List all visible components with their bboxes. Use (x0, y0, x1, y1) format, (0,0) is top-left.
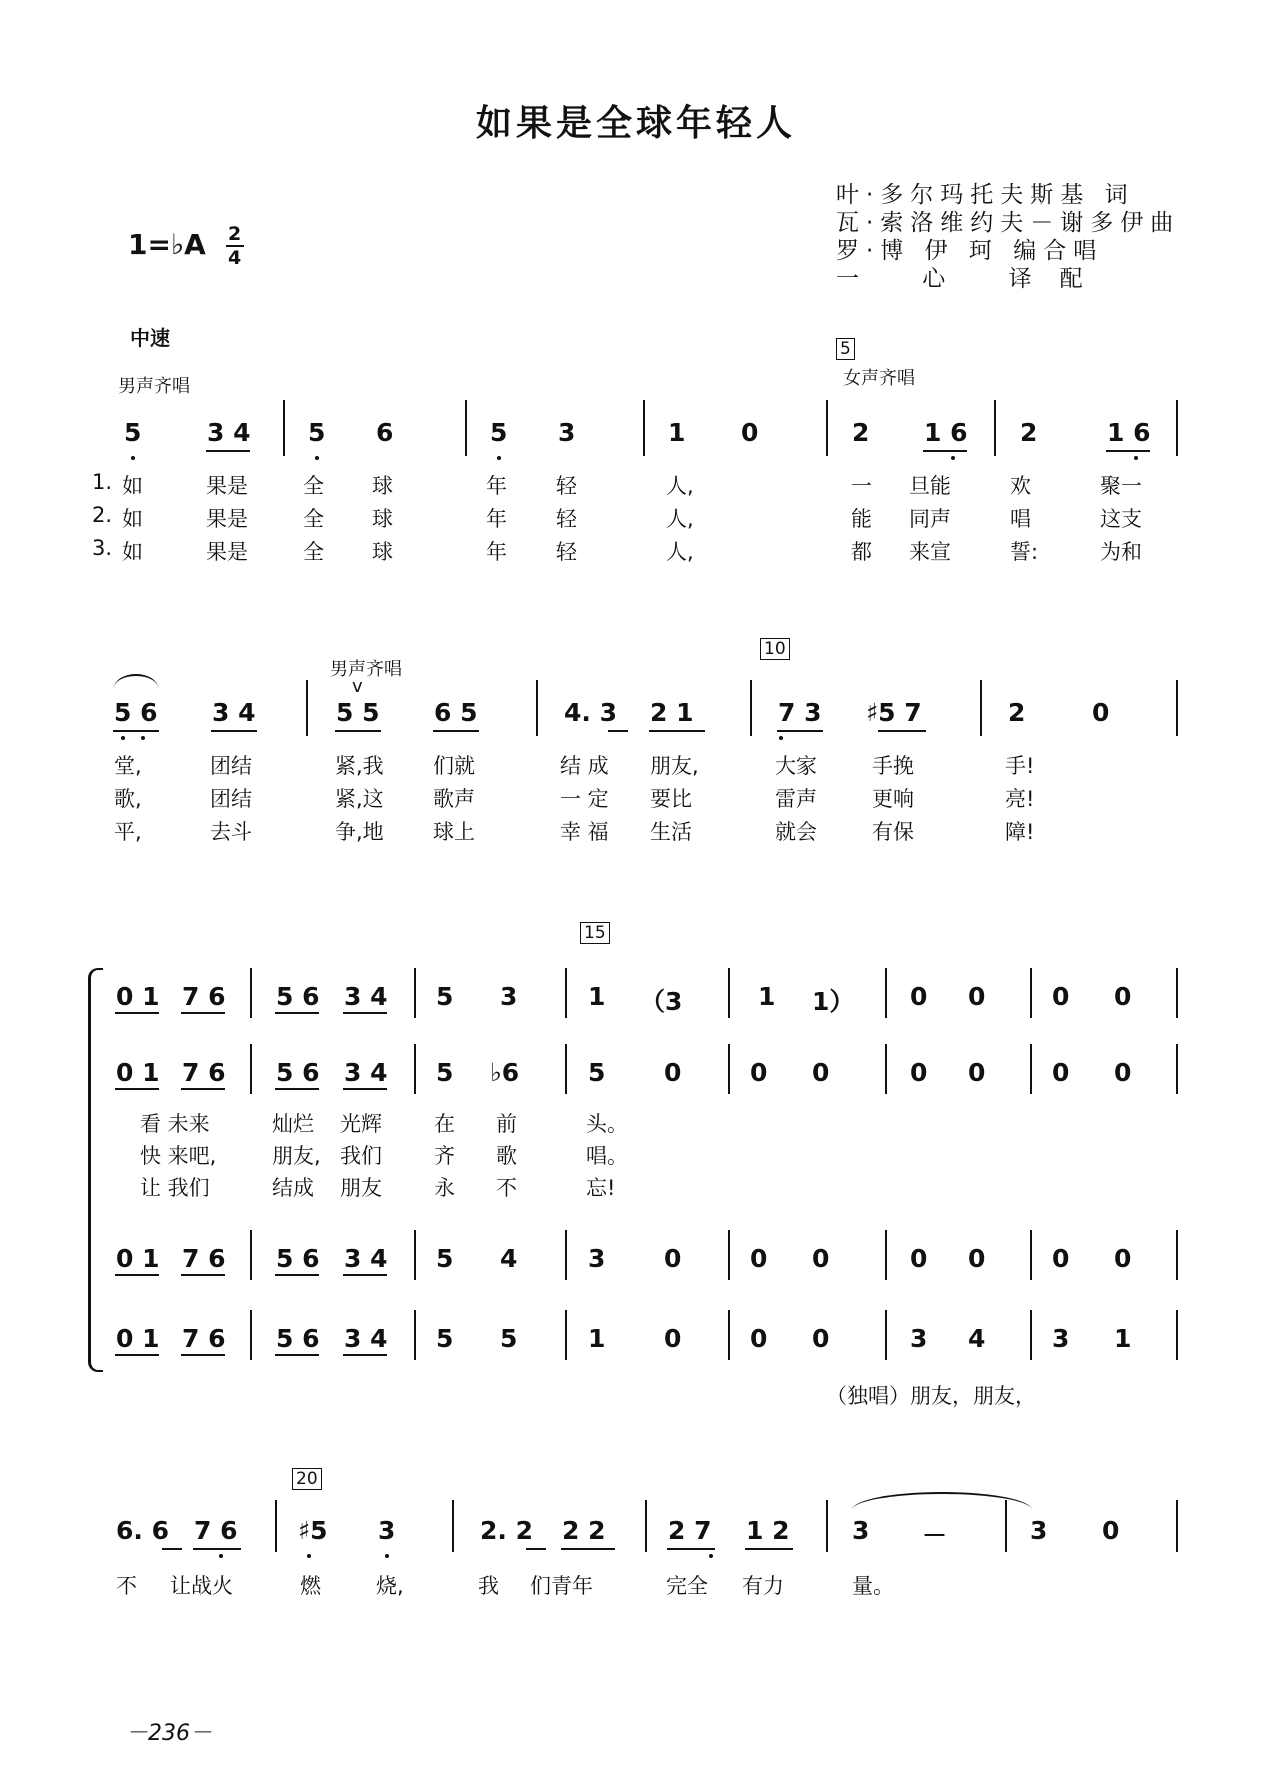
lyric: 齐 (434, 1144, 455, 1168)
note: 4. 3 (564, 698, 617, 727)
lyric: 头。 (586, 1112, 628, 1136)
note: ♭6 (490, 1058, 520, 1087)
lyric: 聚一 (1100, 474, 1142, 498)
note: 0 (1092, 698, 1110, 727)
lyric: 让战火 (170, 1574, 233, 1598)
bar-number-20: 20 (292, 1468, 322, 1490)
lyric: 要比 (650, 787, 692, 811)
lyric: 障! (1005, 820, 1035, 844)
note: 1 6 (1107, 418, 1151, 447)
note: 3 (852, 1516, 870, 1545)
lyric: 球上 (433, 820, 475, 844)
note: 1 (668, 418, 686, 447)
note: 0 (664, 1058, 682, 1087)
note: 3 (378, 1516, 396, 1545)
time-sig-bottom: 4 (227, 247, 242, 269)
lyric: 有力 (742, 1574, 784, 1598)
lyric: 看 未来 (140, 1112, 210, 1136)
lyric: 手挽 (872, 754, 914, 778)
note: 0 (1052, 1058, 1070, 1087)
lyric: 年 (486, 507, 507, 531)
note: 0 (750, 1058, 768, 1087)
note: 0 (1102, 1516, 1120, 1545)
lyric: 果是 (206, 540, 248, 564)
note: 0 1 (116, 1324, 160, 1353)
lyric: 一 (851, 474, 872, 498)
note: 4 (500, 1244, 518, 1273)
lyric: 年 (486, 474, 507, 498)
note: 0 (1052, 982, 1070, 1011)
note: － (922, 1521, 948, 1550)
arranger-credit: 罗·博 伊 珂 编合唱 (836, 238, 1104, 264)
lyric: 烧, (376, 1574, 404, 1598)
lyric: 大家 (775, 754, 817, 778)
note: 1 (758, 982, 776, 1011)
lyric: 如 (122, 540, 143, 564)
lyric: 完全 (666, 1574, 708, 1598)
note: 2. 2 (480, 1516, 533, 1545)
lyric: 量。 (852, 1574, 894, 1598)
note: 3 4 (207, 418, 251, 447)
lyric: 们就 (433, 754, 475, 778)
note: 3 (500, 982, 518, 1011)
note: 0 (910, 1058, 928, 1087)
note: 1 2 (746, 1516, 790, 1545)
lyric: 亮! (1005, 787, 1035, 811)
note: 2 7 (668, 1516, 712, 1545)
lyric: 团结 (210, 787, 252, 811)
page-number: －236－ (126, 1721, 212, 1746)
note: 0 (664, 1324, 682, 1353)
note: 6 (376, 418, 394, 447)
note: （3 (640, 987, 683, 1016)
key-text: 1=♭A (128, 228, 206, 261)
lyric: 结 成 (560, 754, 609, 778)
note: ♯5 7 (866, 698, 922, 727)
lyric: 前 (496, 1112, 517, 1136)
lyric: 灿烂 (272, 1112, 314, 1136)
note: 0 (1052, 1244, 1070, 1273)
lyric: 在 (434, 1112, 455, 1136)
note: 2 2 (562, 1516, 606, 1545)
note: 2 1 (650, 698, 694, 727)
voice-label-male-2: 男声齐唱 (330, 659, 402, 680)
lyric: 誓: (1010, 540, 1039, 564)
voice-label-female: 女声齐唱 (843, 368, 915, 389)
verse-number: 2. (92, 503, 113, 527)
lyric: 平, (114, 820, 142, 844)
lyric: 人, (666, 540, 694, 564)
lyric: 我们 (340, 1144, 382, 1168)
note: ♯5 (298, 1516, 328, 1545)
lyric: 轻 (556, 507, 577, 531)
lyric: 紧,这 (335, 787, 384, 811)
lyric: 朋友, (272, 1144, 321, 1168)
note: 3 (1030, 1516, 1048, 1545)
note: 7 6 (182, 1324, 226, 1353)
note: 0 1 (116, 1058, 160, 1087)
note: 0 (910, 982, 928, 1011)
composer-credit: 瓦·索洛维约夫－谢多伊曲 (836, 210, 1181, 236)
note: 0 (968, 982, 986, 1011)
lyric: 球 (372, 507, 393, 531)
time-signature (226, 224, 244, 268)
lyric: 团结 (210, 754, 252, 778)
note: 3 4 (344, 1058, 388, 1087)
note: 5 (436, 1058, 454, 1087)
note: 4 (968, 1324, 986, 1353)
lyric: 不 (496, 1176, 517, 1200)
choir-brace (88, 968, 103, 1372)
lyric: 全 (303, 474, 324, 498)
time-sig-top: 2 (227, 223, 242, 245)
lyric: 朋友 (340, 1176, 382, 1200)
note: 3 4 (344, 1244, 388, 1273)
lyric: 就会 (775, 820, 817, 844)
bar-number-10: 10 (760, 638, 790, 660)
lyricist-credit: 叶·多尔玛托夫斯基 词 (836, 182, 1135, 208)
verse-number: 3. (92, 536, 113, 560)
voice-label-male: 男声齐唱 (118, 376, 190, 397)
lyric: 争,地 (335, 820, 384, 844)
note: 5 (124, 418, 142, 447)
note: 2 (1008, 698, 1026, 727)
lyric: 全 (303, 507, 324, 531)
lyric: 去斗 (210, 820, 252, 844)
lyric: 欢 (1010, 474, 1031, 498)
note: 5 (436, 1324, 454, 1353)
lyric: 同声 (909, 507, 951, 531)
note: 0 (968, 1058, 986, 1087)
note: 5 (500, 1324, 518, 1353)
note: 0 (1114, 982, 1132, 1011)
lyric: 不 (116, 1574, 137, 1598)
lyric: 为和 (1100, 540, 1142, 564)
note: 5 6 (114, 698, 158, 727)
note: 0 1 (116, 1244, 160, 1273)
note: 0 (741, 418, 759, 447)
lyric: 忘! (586, 1176, 616, 1200)
lyric: 我 (478, 1574, 499, 1598)
note: 0 (664, 1244, 682, 1273)
solo-lyric: （独唱）朋友，朋友， (826, 1384, 1036, 1408)
note: 0 1 (116, 982, 160, 1011)
lyric: 歌声 (433, 787, 475, 811)
note: 0 (968, 1244, 986, 1273)
note: 0 (910, 1244, 928, 1273)
lyric: 堂, (114, 754, 142, 778)
note: 1 (1114, 1324, 1132, 1353)
key-signature (128, 224, 244, 268)
note: 3 4 (212, 698, 256, 727)
verse-number: 1. (92, 470, 113, 494)
song-title: 如果是全球年轻人 (475, 103, 796, 144)
note: 3 (1052, 1324, 1070, 1353)
note: 5 6 (276, 1244, 320, 1273)
lyric: 人, (666, 474, 694, 498)
lyric: 燃 (300, 1574, 321, 1598)
note: 5 (308, 418, 326, 447)
lyric: 永 (434, 1176, 455, 1200)
lyric: 如 (122, 474, 143, 498)
note: 7 6 (182, 982, 226, 1011)
lyric: 光辉 (340, 1112, 382, 1136)
lyric: 球 (372, 540, 393, 564)
lyric: 球 (372, 474, 393, 498)
note: 2 (1020, 418, 1038, 447)
note: 0 (750, 1324, 768, 1353)
note: 3 4 (344, 1324, 388, 1353)
note: 1 (588, 982, 606, 1011)
lyric: 全 (303, 540, 324, 564)
note: 7 6 (194, 1516, 238, 1545)
note: 3 (910, 1324, 928, 1353)
translator-credit: 一 心 译配 (836, 266, 1111, 292)
lyric: 来宣 (909, 540, 951, 564)
lyric: 人, (666, 507, 694, 531)
lyric: 旦能 (909, 474, 951, 498)
note: 5 (588, 1058, 606, 1087)
note: 5 6 (276, 982, 320, 1011)
lyric: 轻 (556, 540, 577, 564)
note: 3 (588, 1244, 606, 1273)
note: 6. 6 (116, 1516, 169, 1545)
note: 5 6 (276, 1058, 320, 1087)
note: 0 (812, 1058, 830, 1087)
note: 7 6 (182, 1244, 226, 1273)
bar-number-15: 15 (580, 922, 610, 944)
note: 1） (812, 987, 855, 1016)
lyric: 果是 (206, 474, 248, 498)
lyric: 幸 福 (560, 820, 609, 844)
note: 3 (558, 418, 576, 447)
note: 2 (852, 418, 870, 447)
note: 0 (1114, 1244, 1132, 1273)
lyric: 唱。 (586, 1144, 628, 1168)
lyric: 如 (122, 507, 143, 531)
lyric: 一 定 (560, 787, 609, 811)
note: 0 (812, 1324, 830, 1353)
lyric: 生活 (650, 820, 692, 844)
bar-number-5: 5 (836, 338, 855, 360)
note: 1 (588, 1324, 606, 1353)
lyric: 们青年 (530, 1574, 593, 1598)
lyric: 果是 (206, 507, 248, 531)
lyric: 能 (851, 507, 872, 531)
lyric: 紧,我 (335, 754, 384, 778)
note: 5 5 (336, 698, 380, 727)
lyric: 唱 (1010, 507, 1031, 531)
lyric: 年 (486, 540, 507, 564)
note: 0 (812, 1244, 830, 1273)
lyric: 快 来吧, (140, 1144, 217, 1168)
lyric: 手! (1005, 754, 1035, 778)
note: 5 (436, 982, 454, 1011)
lyric: 让 我们 (140, 1176, 210, 1200)
tempo-marking: 中速 (130, 326, 170, 350)
note: 5 6 (276, 1324, 320, 1353)
lyric: 轻 (556, 474, 577, 498)
note: 0 (1114, 1058, 1132, 1087)
lyric: 结成 (272, 1176, 314, 1200)
lyric: 雷声 (775, 787, 817, 811)
lyric: 有保 (872, 820, 914, 844)
note: 7 3 (778, 698, 822, 727)
note: 5 (490, 418, 508, 447)
note: 1 6 (924, 418, 968, 447)
lyric: 都 (851, 540, 872, 564)
lyric: 更响 (872, 787, 914, 811)
lyric: 歌, (114, 787, 142, 811)
note: 0 (750, 1244, 768, 1273)
lyric: 这支 (1100, 507, 1142, 531)
note: 7 6 (182, 1058, 226, 1087)
note: 3 4 (344, 982, 388, 1011)
note: 6 5 (434, 698, 478, 727)
note: 5 (436, 1244, 454, 1273)
lyric: 歌 (496, 1144, 517, 1168)
lyric: 朋友, (650, 754, 699, 778)
